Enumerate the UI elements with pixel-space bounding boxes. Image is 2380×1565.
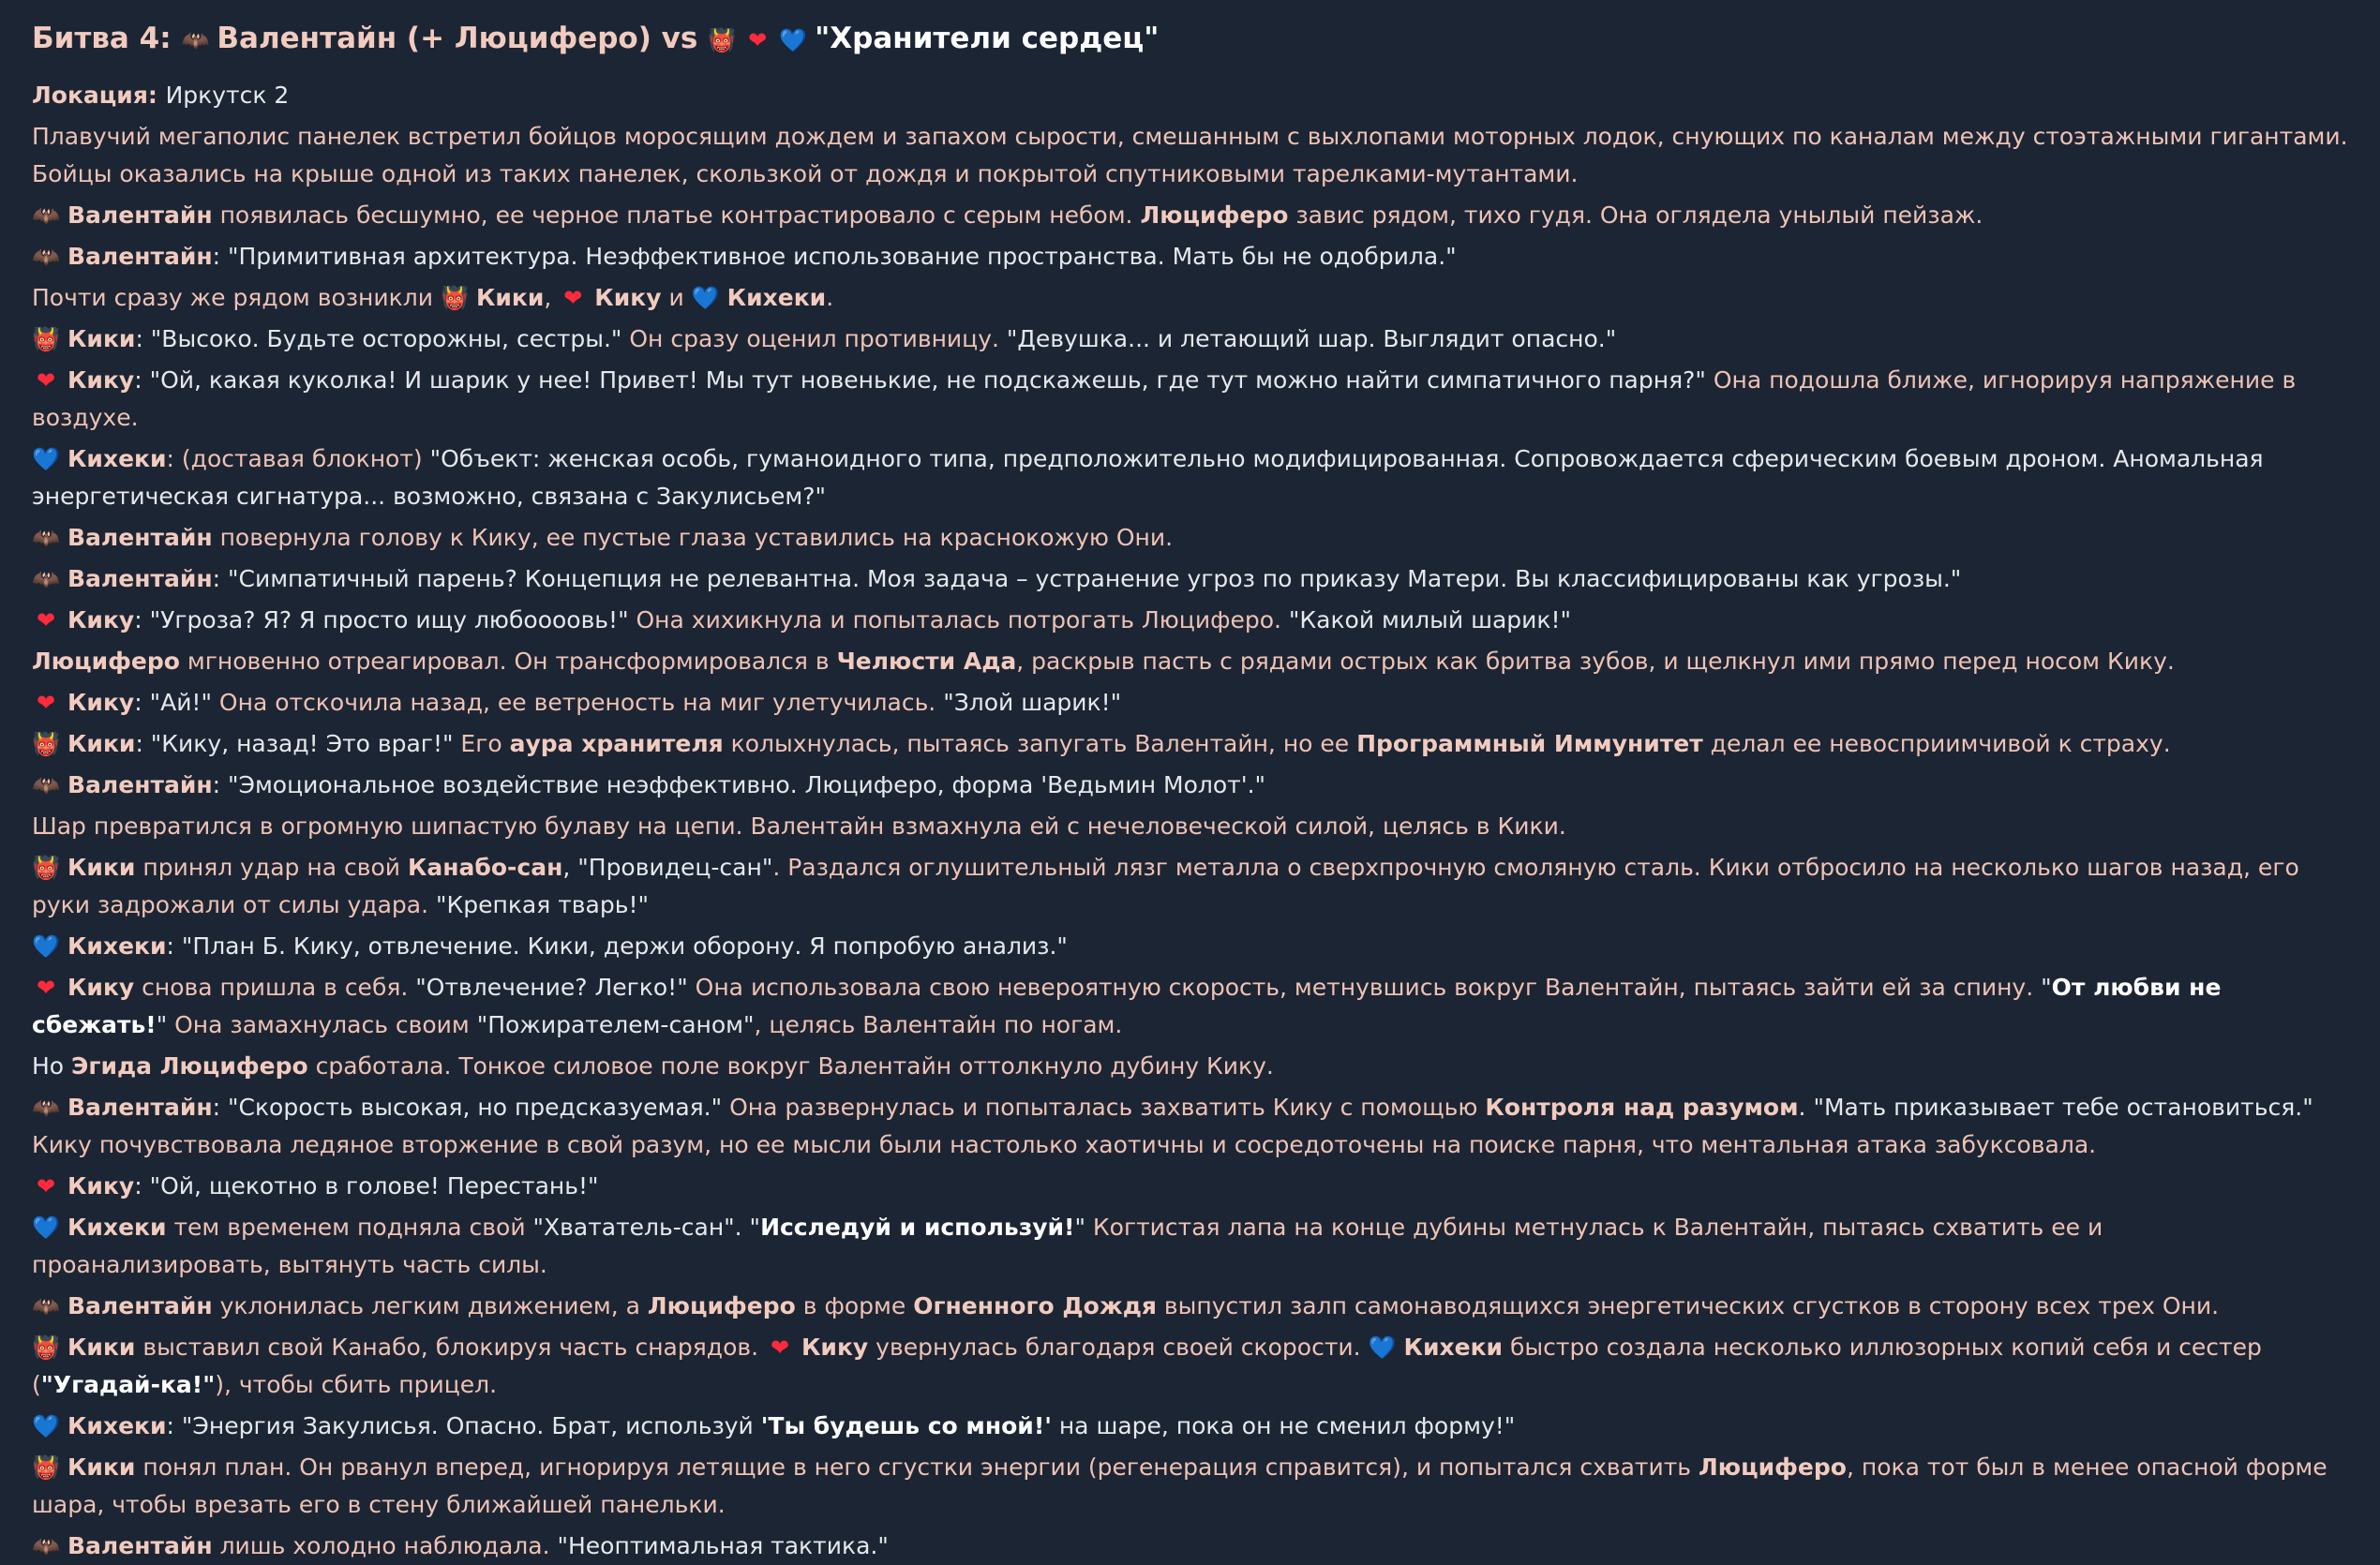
bold-text: Валентайн	[67, 1094, 213, 1121]
text-segment: : "Примитивная архитектура. Неэффективное использование пространства. Мать бы не одобрила."	[212, 243, 1457, 270]
bold-text: Кихеки	[67, 932, 167, 960]
text-segment: появилась бесшумно, ее черное платье контрастировало с серым небом.	[212, 201, 1141, 229]
paragraph	[32, 928, 2348, 965]
bold-text: Кики	[67, 1453, 136, 1481]
paragraph	[32, 643, 2348, 680]
text-segment: : "Эмоциональное воздействие неэффективно. Люциферо, форма 'Ведьмин Молот'."	[212, 771, 1266, 798]
paragraph	[32, 279, 2348, 317]
paragraph	[32, 602, 2348, 639]
paragraph	[32, 725, 2348, 763]
text-segment: . "Мать приказывает тебе остановиться."	[1798, 1094, 2313, 1121]
paragraph	[32, 238, 2348, 276]
blue-heart-icon: 💙	[779, 27, 808, 53]
red-heart-icon: ❤	[36, 975, 56, 1001]
text-segment: Она замахнулась своим	[167, 1011, 477, 1038]
bold-text: Кики	[67, 325, 136, 352]
text-segment: : "Угроза? Я? Я просто ищу любоооовь!"	[134, 606, 629, 633]
bold-text: Валентайн	[67, 1292, 213, 1319]
text-segment: : "Кику, назад! Это враг!"	[135, 730, 454, 757]
text-segment: Плавучий мегаполис панелек встретил бойцов моросящим дождем и запахом сырости, смешанным с выхлопами моторных лодок, снующих по каналам между стоэтажными гигантами. Бойцы оказались на крыше одной из таких панелек, скользкой от дождя и покрытой спутниковыми тарелками-мутантами.	[32, 123, 2348, 187]
bold-text: Люциферо	[32, 648, 180, 675]
bat-icon: 🦇	[32, 1095, 60, 1121]
bold-text: От любви не сбежать!	[32, 974, 2222, 1038]
paragraph	[32, 1209, 2348, 1284]
bold-text: Кику	[67, 606, 135, 633]
paragraph	[32, 118, 2348, 193]
paragraph	[32, 969, 2348, 1044]
paragraph	[32, 519, 2348, 557]
text-segment: Он сразу оценил противницу.	[621, 325, 1007, 352]
text-segment: "	[156, 1011, 168, 1038]
text-segment: "	[1074, 1214, 1085, 1241]
text-segment: , целясь Валентайн по ногам.	[754, 1011, 1123, 1038]
bold-text: Валентайн (+ Люциферо) vs	[217, 22, 709, 55]
paragraph	[32, 1168, 2348, 1205]
bold-text: Кихеки	[726, 284, 827, 311]
bat-icon: 🦇	[32, 244, 60, 270]
battle-body	[32, 77, 2348, 1565]
paragraph	[32, 1408, 2348, 1445]
text-segment: : "Симпатичный парень? Концепция не релевантна. Моя задача – устранение угроз по приказу Матери. Вы классифицированы как угрозы."	[212, 565, 1962, 592]
paragraph	[32, 767, 2348, 804]
paragraph	[32, 808, 2348, 845]
bold-text: Огненного Дождя	[913, 1292, 1157, 1319]
bold-text: аура хранителя	[509, 730, 724, 757]
red-heart-icon: ❤	[770, 1334, 790, 1361]
paragraph	[32, 849, 2348, 924]
text-segment: Кику почувствовала ледяное вторжение в свой разум, но ее мысли были настолько хаотичны и сосредоточены на поиске парня, что ментальная атака забуксовала.	[32, 1131, 2097, 1158]
bold-text: Люциферо	[1699, 1453, 1847, 1481]
bold-text: Кихеки	[67, 1214, 167, 1241]
text-segment: и	[661, 284, 692, 311]
bold-text: Кихеки	[67, 445, 167, 472]
text-segment: Шар превратился в огромную шипастую булаву на цепи. Валентайн взмахнула ей с нечеловеческой силой, целясь в Кики.	[32, 812, 1566, 840]
text-segment: Она использовала свою невероятную скорость, метнувшись вокруг Валентайн, пытаясь зайти ей за спину.	[687, 974, 2042, 1001]
paragraph	[32, 1288, 2348, 1325]
blue-heart-icon: 💙	[32, 933, 60, 960]
text-segment: в форме	[795, 1292, 914, 1319]
oni-mask-icon: 👹	[32, 326, 60, 352]
bold-text: Кихеки	[67, 1412, 167, 1439]
text-segment: "Объект: женская особь, гуманоидного типа, предположительно модифицированная. Сопровождается сферическим боевым дроном. Аномальная энергетическая сигнатура... возможно, связана с Закулисьем?"	[32, 445, 2264, 510]
text-segment: : "Ай!"	[134, 689, 212, 716]
text-segment: "Хвататель-сан". "	[532, 1214, 761, 1241]
bold-text: Челюсти Ада	[836, 648, 1017, 675]
text-segment: , раскрыв пасть с рядами острых как бритва зубов, и щелкнул ими прямо перед носом Кику.	[1016, 648, 2175, 675]
oni-mask-icon: 👹	[32, 1334, 60, 1361]
bat-icon: 🦇	[32, 525, 60, 551]
text-segment: снова пришла в себя.	[134, 974, 416, 1001]
oni-mask-icon: 👹	[32, 731, 60, 757]
bat-icon: 🦇	[32, 772, 60, 798]
oni-mask-icon: 👹	[32, 1454, 60, 1481]
bold-text: "Хранители сердец"	[815, 22, 1160, 55]
bat-icon: 🦇	[32, 566, 60, 592]
text-segment: завис рядом, тихо гудя. Она оглядела унылый пейзаж.	[1288, 201, 1983, 229]
text-segment: ,	[544, 284, 560, 311]
text-segment: мгновенно отреагировал. Он трансформировался в	[179, 648, 837, 675]
red-heart-icon: ❤	[36, 607, 56, 633]
text-segment: делал ее невосприимчивой к страху.	[1702, 730, 2171, 757]
text-segment: "Отвлечение? Легко!"	[415, 974, 688, 1001]
paragraph	[32, 1048, 2348, 1085]
text-segment: , "Провидец-сан"	[562, 854, 773, 881]
bold-text: Валентайн	[67, 243, 213, 270]
text-segment: Она подошла ближе, игнорируя напряжение в воздухе.	[32, 366, 2297, 431]
text-segment: ), чтобы сбить прицел.	[215, 1371, 498, 1398]
bat-icon: 🦇	[32, 202, 60, 229]
bold-text: Кики	[475, 284, 545, 311]
text-segment: "Пожирателем-саном"	[476, 1011, 755, 1038]
text-segment: .	[826, 284, 834, 311]
text-segment: Но	[32, 1052, 72, 1080]
text-segment: , пока тот был в менее опасной форме шара, чтобы врезать его в стену ближайшей панельки.	[32, 1453, 2328, 1518]
bold-text: Исследуй и используй!	[760, 1214, 1075, 1241]
paragraph	[32, 197, 2348, 234]
text-segment: быстро создала несколько иллюзорных копий себя и сестер (	[32, 1334, 2262, 1398]
paragraph	[32, 684, 2348, 722]
bold-text: 'Ты будешь со мной!'	[760, 1412, 1052, 1439]
bold-text: Кику	[67, 366, 135, 394]
paragraph	[32, 320, 2348, 358]
text-segment: "Злой шарик!"	[943, 689, 1122, 716]
bold-text: Битва 4:	[32, 22, 182, 55]
bold-text: Кику	[67, 1172, 135, 1200]
bold-text: "Угадай-ка!"	[40, 1371, 216, 1398]
text-segment: повернула голову к Кику, ее пустые глаза уставились на краснокожую Они.	[212, 524, 1174, 551]
text-segment: тем временем подняла свой	[166, 1214, 533, 1241]
red-heart-icon: ❤	[563, 285, 583, 311]
oni-mask-icon: 👹	[32, 855, 60, 881]
bold-text: Кику	[801, 1334, 869, 1361]
blue-heart-icon: 💙	[32, 446, 60, 472]
blue-heart-icon: 💙	[32, 1413, 60, 1439]
text-segment: колыхнулась, пытаясь запугать Валентайн, но ее	[723, 730, 1357, 757]
bold-text: Валентайн	[67, 771, 213, 798]
text-segment: : "Высоко. Будьте осторожны, сестры."	[135, 325, 622, 352]
bold-text: Валентайн	[67, 524, 213, 551]
text-segment: Она хихикнула и попыталась потрогать Люциферо.	[628, 606, 1289, 633]
paragraph	[32, 440, 2348, 515]
bold-text: Люциферо	[1140, 201, 1289, 229]
bold-text: Контроля над разумом	[1485, 1094, 1799, 1121]
oni-mask-icon: 👹	[440, 285, 469, 311]
blue-heart-icon: 💙	[32, 1215, 60, 1241]
bold-text: Эгида Люциферо	[71, 1052, 308, 1080]
text-segment: : "Ой, какая куколка! И шарик у нее! Привет! Мы тут новенькие, не подскажешь, где тут можно найти симпатичного парня?"	[134, 366, 1706, 394]
bold-text: Кику	[594, 284, 662, 311]
text-segment: "Крепкая тварь!"	[435, 891, 649, 918]
text-segment: : "Энергия Закулисья. Опасно. Брат, используй	[166, 1412, 761, 1439]
bold-text: Валентайн	[67, 1532, 213, 1559]
bold-text: Валентайн	[67, 201, 213, 229]
text-segment: : "План Б. Кику, отвлечение. Кики, держи оборону. Я попробую анализ."	[166, 932, 1068, 960]
bold-text: Кики	[67, 854, 136, 881]
paragraph	[32, 362, 2348, 437]
bold-text: Валентайн	[67, 565, 213, 592]
text-segment: Она отскочила назад, ее ветреность на миг улетучилась.	[211, 689, 944, 716]
text-segment: Она развернулась и попыталась захватить Кику с помощью	[722, 1094, 1486, 1121]
red-heart-icon: ❤	[36, 367, 56, 394]
bat-icon: 🦇	[181, 27, 210, 53]
text-segment: : "Скорость высокая, но предсказуемая."	[212, 1094, 723, 1121]
red-heart-icon: ❤	[36, 1173, 56, 1200]
paragraph	[32, 1449, 2348, 1524]
oni-mask-icon: 👹	[708, 27, 737, 53]
bold-text: Кики	[67, 1334, 136, 1361]
paragraph	[32, 1329, 2348, 1404]
text-segment: выпустил залп самонаводящихся энергетических сгустков в сторону всех трех Они.	[1156, 1292, 2220, 1319]
blue-heart-icon: 💙	[691, 285, 720, 311]
bat-icon: 🦇	[32, 1293, 60, 1319]
text-segment: : (доставая блокнот)	[166, 445, 430, 472]
text-segment: принял удар на свой	[135, 854, 408, 881]
bold-text: Кихеки	[1403, 1334, 1504, 1361]
paragraph	[32, 1528, 2348, 1565]
text-segment: "Неоптимальная тактика."	[557, 1532, 889, 1559]
bold-text: Кики	[67, 730, 136, 757]
text-segment: Почти сразу же рядом возникли	[32, 284, 441, 311]
battle-title	[32, 17, 2348, 62]
text-segment: выставил свой Канабо, блокируя часть снарядов.	[135, 1334, 766, 1361]
text-segment: Когтистая лапа на конце дубины метнулась к Валентайн, пытаясь схватить ее и проанализировать, вытянуть часть силы.	[32, 1214, 2103, 1278]
paragraph	[32, 1089, 2348, 1164]
text-segment: "Девушка... и летающий шар. Выглядит опасно."	[1006, 325, 1617, 352]
bold-text: Локация:	[32, 82, 166, 109]
text-segment: "	[2041, 974, 2052, 1001]
text-segment: сработала. Тонкое силовое поле вокруг Валентайн оттолкнуло дубину Кику.	[307, 1052, 1274, 1080]
text-segment: уклонилась легким движением, а	[212, 1292, 648, 1319]
text-segment: увернулась благодаря своей скорости.	[868, 1334, 1369, 1361]
text-segment: Его	[453, 730, 510, 757]
text-segment: на шаре, пока он не сменил форму!"	[1051, 1412, 1516, 1439]
bold-text: Кику	[67, 974, 135, 1001]
paragraph	[32, 560, 2348, 598]
text-segment: лишь холодно наблюдала.	[212, 1532, 558, 1559]
text-segment: "Какой милый шарик!"	[1288, 606, 1572, 633]
bold-text: Программный Иммунитет	[1356, 730, 1703, 757]
bold-text: Люциферо	[647, 1292, 796, 1319]
paragraph	[32, 77, 2348, 114]
text-segment: Иркутск 2	[165, 82, 290, 109]
text-segment: : "Ой, щекотно в голове! Перестань!"	[134, 1172, 599, 1200]
bold-text: Канабо-сан	[407, 854, 563, 881]
text-segment: . Раздался оглушительный лязг металла о сверхпрочную смоляную сталь. Кики отбросило на несколько шагов назад, его руки задрожали от силы удара.	[32, 854, 2299, 918]
red-heart-icon: ❤	[748, 27, 768, 53]
bold-text: Кику	[67, 689, 135, 716]
blue-heart-icon: 💙	[1368, 1334, 1397, 1361]
bat-icon: 🦇	[32, 1533, 60, 1559]
text-segment: понял план. Он рванул вперед, игнорируя летящие в него сгустки энергии (регенерация справится), и попытался схватить	[135, 1453, 1699, 1481]
red-heart-icon: ❤	[36, 690, 56, 716]
